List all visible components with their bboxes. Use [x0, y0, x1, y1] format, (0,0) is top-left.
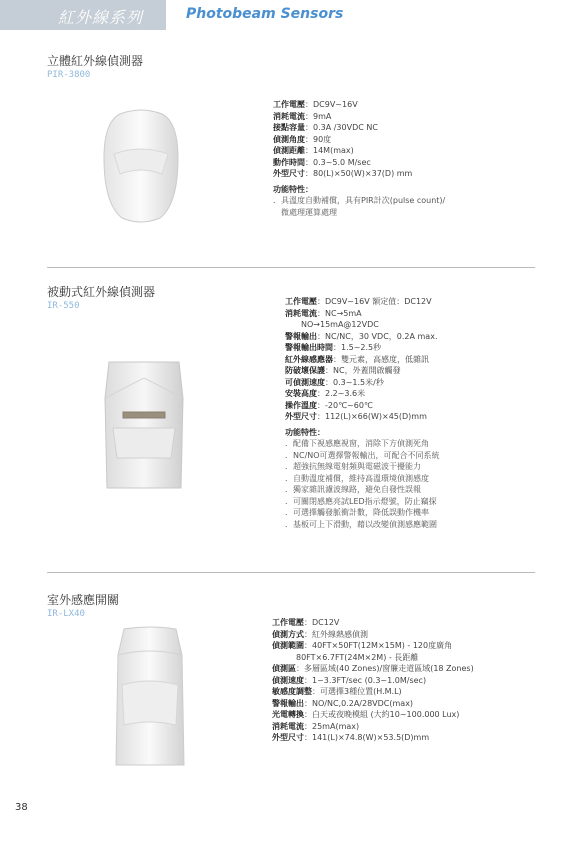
- spec-row: 操作溫度：-20℃~60℃: [285, 400, 373, 410]
- feature-item: ．自動溫度補償，維持高溫環境偵測感度: [285, 473, 429, 483]
- spec-row: 警報輸出：NO/NC,0.2A/28VDC(max): [272, 698, 414, 708]
- pir-3800-image: [100, 108, 182, 226]
- spec-row: 動作時間：0.3~5.0 M/sec: [273, 157, 371, 167]
- feature-item: ．具溫度自動補償，具有PIR計次(pulse count)/: [273, 196, 446, 205]
- spec-row: 工作電壓：DC9V~16V: [273, 100, 358, 109]
- feature-item: ．可關閉感應亮試LED指示燈號，防止竊探: [285, 496, 437, 506]
- spec-row: 警報輸出：NC/NC，30 VDC，0.2A max.: [285, 331, 438, 341]
- product-2-model: IR-550: [47, 301, 80, 311]
- product-3-name: 室外感應開關: [47, 593, 120, 607]
- spec-row: 偵測距離：14M(max): [273, 146, 354, 155]
- product-2-name: 被動式紅外線偵測器: [47, 285, 156, 299]
- product-1-specs: [273, 99, 445, 218]
- spec-row: 工作電壓：DC12V: [272, 618, 340, 627]
- spec-row: 警報輸出時間：1.5~2.5秒: [285, 343, 382, 352]
- product-1-model: PIR-3800: [47, 70, 91, 80]
- spec-row: 外型尺寸：141(L)×74.8(W)×53.5(D)mm: [272, 733, 430, 742]
- features-title: 功能特性：: [273, 184, 313, 194]
- spec-row: 外型尺寸：112(L)×66(W)×45(D)mm: [285, 412, 427, 421]
- feature-item: ．超強抗無線電射頻與電磁波干擾能力: [285, 462, 421, 471]
- spec-row: 消耗電流：9mA: [273, 111, 332, 121]
- spec-row: 紅外線感應器：雙元素，高感度，低雜訊: [285, 354, 429, 364]
- series-title-zh: 紅外線系列: [58, 8, 144, 27]
- feature-item: ．NC/NO可選擇警報輸出，可配合不同系統: [285, 450, 440, 460]
- spec-row: 偵測範圍：40FT×50FT(12M×15M) - 120度廣角: [272, 641, 453, 650]
- spec-row: 80FT×6.7FT(24M×2M) - 長距離: [272, 652, 419, 662]
- ir-lx40-image: [108, 625, 192, 775]
- spec-row: 安裝高度：2.2~3.6米: [285, 389, 366, 398]
- ir-550-image: [101, 358, 187, 495]
- spec-row: 外型尺寸：80(L)×50(W)×37(D) mm: [273, 169, 413, 178]
- product-3-specs: [272, 617, 474, 744]
- section-divider: [47, 267, 535, 268]
- section-divider: [47, 572, 535, 573]
- spec-row: NO→15mA@12VDC: [285, 320, 379, 329]
- feature-item: ．配備下視感應視窗，消除下方偵測死角: [285, 439, 429, 448]
- spec-row: 偵測方式：紅外線熱感偵測: [272, 629, 368, 639]
- spec-row: 敏感度調整：可選擇3種位置(H.M.L): [272, 687, 402, 696]
- spec-row: 偵測區：多層區域(40 Zones)/窗簾走道區域(18 Zones): [272, 664, 474, 673]
- feature-item: ．基板可上下滑動，藉以改變偵測感應範圍: [285, 519, 437, 529]
- product-2-specs: [285, 296, 440, 530]
- spec-row: 消耗電流：NC→5mA: [285, 308, 362, 318]
- feature-item: ．可選擇觸發脈衝計數，降低誤動作機率: [285, 508, 429, 517]
- feature-item: ．獨家雜訊濾波線路，避免自發性誤報: [285, 485, 421, 494]
- spec-row: 防破壞保護：NC，外蓋開啟觸發: [285, 366, 401, 375]
- feature-item: 微處理運算處理: [273, 207, 337, 217]
- page-number: 38: [15, 802, 28, 813]
- spec-row: 工作電壓：DC9V~16V 額定值：DC12V: [285, 297, 432, 306]
- spec-row: 偵測速度：1~3.3FT/sec (0.3~1.0M/sec): [272, 675, 427, 685]
- spec-row: 光電轉換：白天或夜晚模組 (大約10~100.000 Lux): [272, 710, 460, 719]
- spec-row: 偵測角度：90度: [273, 134, 332, 144]
- spec-row: 接點容量：0.3A /30VDC NC: [273, 123, 378, 132]
- spec-row: 可偵測速度：0.3~1.5米/秒: [285, 377, 384, 387]
- features-title: 功能特性：: [285, 427, 325, 437]
- spec-row: 消耗電流：25mA(max): [272, 721, 360, 731]
- product-1-name: 立體紅外線偵測器: [47, 54, 144, 68]
- product-3-model: IR-LX40: [47, 609, 85, 619]
- series-title-en: Photobeam Sensors: [186, 6, 344, 22]
